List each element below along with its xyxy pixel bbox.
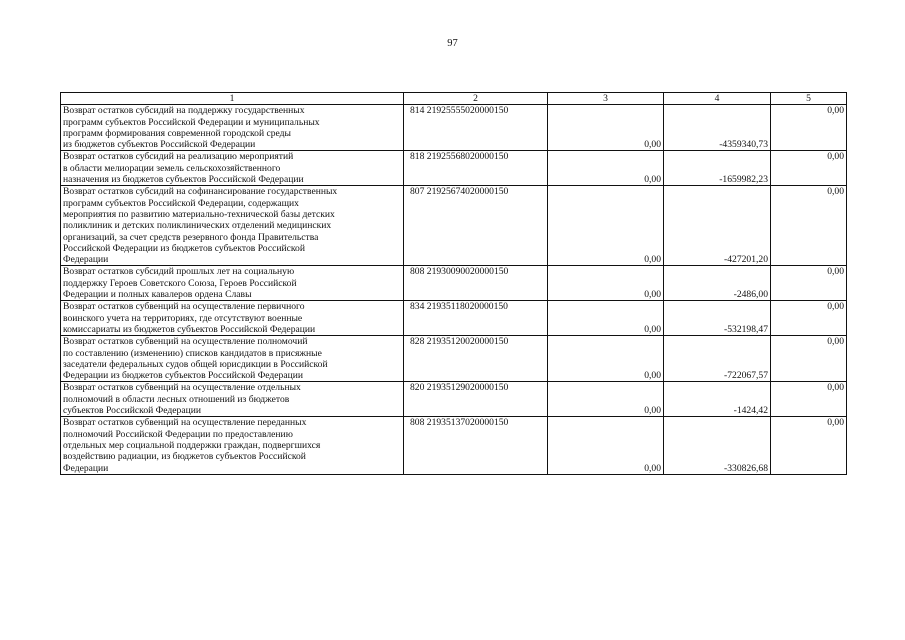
page-number: 97	[447, 38, 458, 49]
row-col5-cell: 0,00	[771, 151, 847, 186]
row-col5-cell: 0,00	[771, 301, 847, 336]
header-col-4: 4	[664, 93, 771, 105]
row-col5-cell: 0,00	[771, 105, 847, 151]
row-col5-cell: 0,00	[771, 266, 847, 301]
row-col4-cell: -1424,42	[664, 382, 771, 417]
row-col4-cell: -427201,20	[664, 186, 771, 266]
table-row	[61, 266, 847, 301]
table-row	[61, 105, 847, 151]
row-name-cell: Возврат остатков субсидий на реализацию мероприятий в области мелиорации земель сельскохозяйственного назначения из бюджетов субъектов Российской Федерации	[61, 151, 404, 186]
row-col5-cell: 0,00	[771, 417, 847, 474]
row-col4-cell: -2486,00	[664, 266, 771, 301]
row-code-cell: 808 21935137020000150	[404, 417, 548, 474]
budget-table	[60, 92, 847, 475]
row-col3-cell: 0,00	[548, 417, 664, 474]
row-col4-cell: -1659982,23	[664, 151, 771, 186]
row-code-cell: 808 21930090020000150	[404, 266, 548, 301]
table-row	[61, 151, 847, 186]
table-row	[61, 186, 847, 266]
row-code-cell: 814 21925555020000150	[404, 105, 548, 151]
row-name-cell: Возврат остатков субвенций на осуществление полномочий по составлению (изменению) списков кандидатов в присяжные заседатели федеральных судов общей юрисдикции в Российской Федерации из бюджетов субъектов Российской Федерации	[61, 336, 404, 382]
row-col3-cell: 0,00	[548, 266, 664, 301]
row-col4-cell: -4359340,73	[664, 105, 771, 151]
row-col3-cell: 0,00	[548, 151, 664, 186]
header-col-2: 2	[404, 93, 548, 105]
row-col3-cell: 0,00	[548, 105, 664, 151]
row-code-cell: 828 21935120020000150	[404, 336, 548, 382]
table-row	[61, 336, 847, 382]
row-name-cell: Возврат остатков субвенций на осуществление отдельных полномочий в области лесных отношений из бюджетов субъектов Российской Федерации	[61, 382, 404, 417]
row-code-cell: 818 21925568020000150	[404, 151, 548, 186]
row-code-cell: 807 21925674020000150	[404, 186, 548, 266]
row-col3-cell: 0,00	[548, 186, 664, 266]
row-col4-cell: -722067,57	[664, 336, 771, 382]
row-col3-cell: 0,00	[548, 301, 664, 336]
table-row	[61, 301, 847, 336]
row-col4-cell: -532198,47	[664, 301, 771, 336]
row-col3-cell: 0,00	[548, 382, 664, 417]
row-col5-cell: 0,00	[771, 336, 847, 382]
row-code-cell: 820 21935129020000150	[404, 382, 548, 417]
header-col-3: 3	[548, 93, 664, 105]
table-row	[61, 417, 847, 474]
row-col5-cell: 0,00	[771, 186, 847, 266]
row-name-cell: Возврат остатков субсидий на софинансирование государственных программ субъектов Российской Федерации, содержащих мероприятия по развитию материально-технической базы детских поликлиник и детских поликлинических отделений медицинских организаций, за счет средств резервного фонда Правительства Российской Федерации из бюджетов субъектов Российской Федерации	[61, 186, 404, 266]
row-name-cell: Возврат остатков субсидий прошлых лет на социальную поддержку Героев Советского Союза, Героев Российской Федерации и полных кавалеров ордена Славы	[61, 266, 404, 301]
table-header-row	[61, 93, 847, 105]
row-col5-cell: 0,00	[771, 382, 847, 417]
row-col4-cell: -330826,68	[664, 417, 771, 474]
row-col3-cell: 0,00	[548, 336, 664, 382]
table-row	[61, 382, 847, 417]
row-name-cell: Возврат остатков субвенций на осуществление переданных полномочий Российской Федерации по предоставлению отдельных мер социальной поддержки граждан, подвергшихся воздействию радиации, из бюджетов субъектов Российской Федерации	[61, 417, 404, 474]
row-name-cell: Возврат остатков субсидий на поддержку государственных программ субъектов Российской Федерации и муниципальных программ формирования современной городской среды из бюджетов субъектов Российской Федерации	[61, 105, 404, 151]
header-col-5: 5	[771, 93, 847, 105]
header-col-1: 1	[61, 93, 404, 105]
row-code-cell: 834 21935118020000150	[404, 301, 548, 336]
row-name-cell: Возврат остатков субвенций на осуществление первичного воинского учета на территориях, где отсутствуют военные комиссариаты из бюджетов субъектов Российской Федерации	[61, 301, 404, 336]
